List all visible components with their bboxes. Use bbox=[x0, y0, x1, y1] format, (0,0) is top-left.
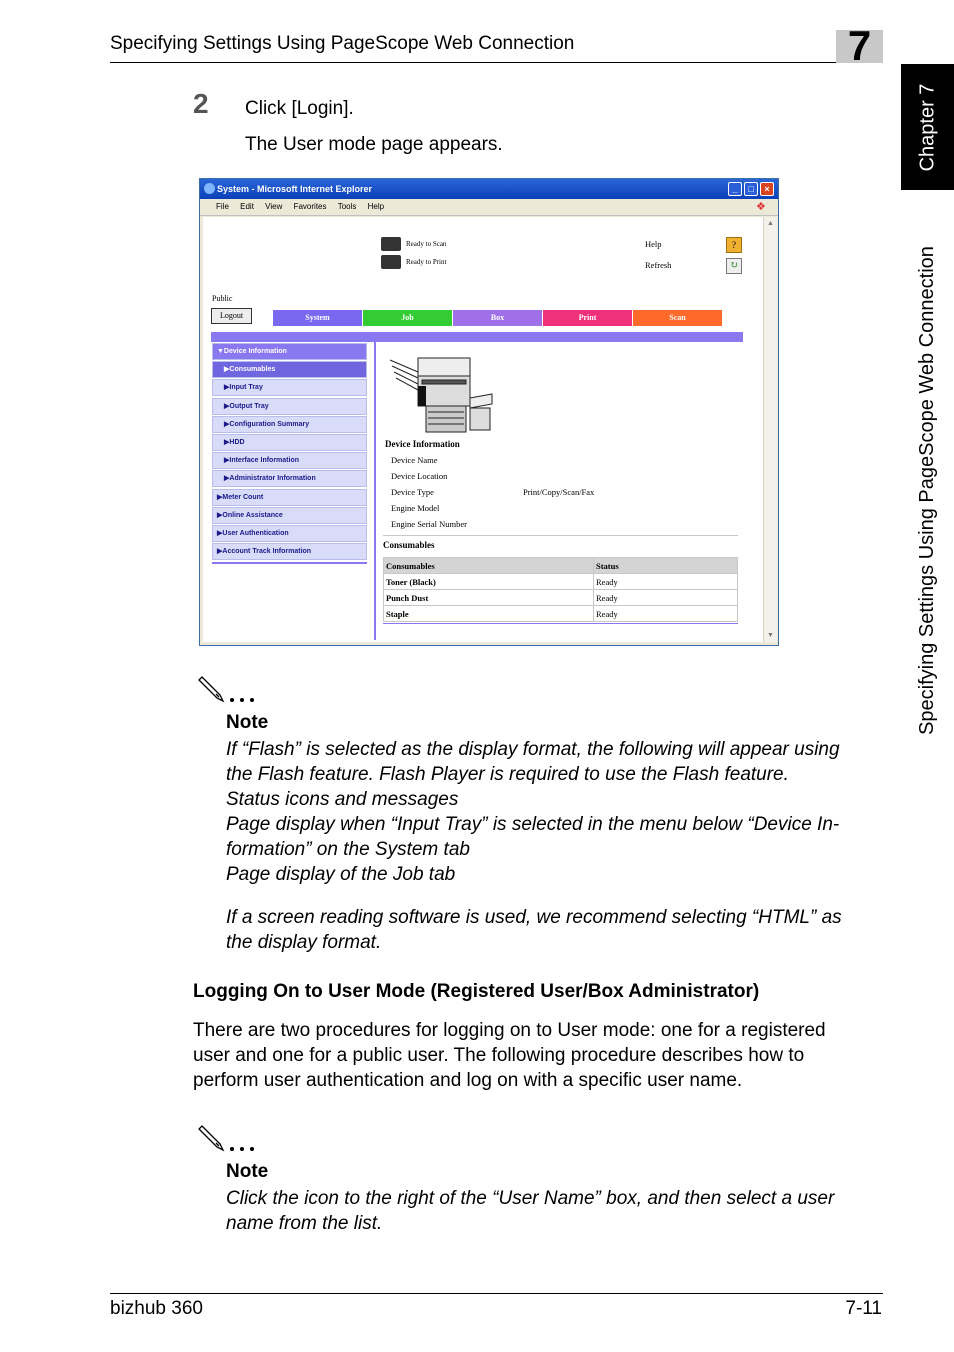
menu-hdd: ▶HDD bbox=[212, 434, 367, 451]
cell-status: Ready bbox=[594, 574, 738, 590]
menu-output-tray: ▶Output Tray bbox=[212, 398, 367, 415]
note-line: the Flash feature. Flash Player is required to use the Flash feature. bbox=[226, 764, 789, 785]
table-header-row bbox=[384, 558, 738, 574]
paragraph-line: user and one for a public user. The following procedure describes how to bbox=[193, 1045, 805, 1066]
browser-menubar bbox=[200, 199, 778, 216]
tab-box: Box bbox=[453, 310, 542, 326]
consumables-heading: Consumables bbox=[383, 540, 435, 550]
menu-user-authentication: ▶User Authentication bbox=[212, 525, 367, 542]
col-consumables: Consumables bbox=[384, 558, 594, 574]
note-body bbox=[226, 737, 886, 955]
note-line: Page display of the Job tab bbox=[226, 864, 456, 885]
table-row bbox=[384, 590, 738, 606]
col-status: Status bbox=[594, 558, 738, 574]
menu-tools: Tools bbox=[337, 202, 357, 211]
note-line: Page display when “Input Tray” is selected in the menu below “Device In- bbox=[226, 814, 840, 835]
browser-title: System - Microsoft Internet Explorer bbox=[217, 184, 373, 194]
chapter-side-tab bbox=[901, 64, 954, 190]
engine-model-label: Engine Model bbox=[391, 503, 440, 513]
close-icon: × bbox=[760, 182, 774, 196]
note-line: the display format. bbox=[226, 932, 382, 953]
tab-underline bbox=[211, 332, 743, 342]
scroll-down-icon: ▼ bbox=[767, 632, 774, 639]
windows-logo-icon: ❖ bbox=[756, 201, 766, 213]
browser-title-bar bbox=[200, 179, 778, 199]
cell-status: Ready bbox=[594, 590, 738, 606]
section-side-title bbox=[901, 200, 954, 780]
note-title: Note bbox=[226, 712, 269, 733]
section-paragraph bbox=[193, 1018, 883, 1093]
device-location-label: Device Location bbox=[391, 471, 448, 481]
scanner-icon bbox=[381, 237, 401, 251]
chapter-number: 7 bbox=[847, 22, 872, 69]
side-menu bbox=[212, 343, 367, 561]
refresh-icon: ↻ bbox=[726, 258, 742, 274]
menu-consumables: ▶Consumables bbox=[212, 361, 367, 378]
step-instruction: Click [Login]. bbox=[245, 98, 354, 119]
note-body bbox=[226, 1186, 886, 1236]
tab-scan: Scan bbox=[633, 310, 722, 326]
section-side-label: Specifying Settings Using PageScope Web Connection bbox=[916, 245, 939, 735]
help-icon: ? bbox=[726, 237, 742, 253]
menu-interface-information: ▶Interface Information bbox=[212, 452, 367, 469]
cell-item: Punch Dust bbox=[384, 590, 594, 606]
printer-icon bbox=[381, 255, 401, 269]
tab-job: Job bbox=[363, 310, 452, 326]
bottom-rule bbox=[383, 623, 738, 624]
status-scan: Ready to Scan bbox=[406, 240, 447, 248]
menu-view: View bbox=[265, 202, 283, 211]
paragraph-line: There are two procedures for logging on to User mode: one for a registered bbox=[193, 1020, 826, 1041]
menu-account-track-information: ▶Account Track Information bbox=[212, 543, 367, 560]
note-pencil-icon bbox=[196, 674, 260, 704]
ie-icon bbox=[204, 183, 215, 194]
status-print: Ready to Print bbox=[406, 258, 447, 266]
footer-page-number: 7-11 bbox=[845, 1298, 882, 1319]
menu-help: Help bbox=[367, 202, 385, 211]
device-info-heading: Device Information bbox=[385, 439, 460, 449]
engine-serial-label: Engine Serial Number bbox=[391, 519, 468, 529]
tab-system: System bbox=[273, 310, 362, 326]
footer-product: bizhub 360 bbox=[110, 1298, 203, 1319]
footer-rule bbox=[110, 1293, 883, 1294]
note-line: name from the list. bbox=[226, 1213, 383, 1234]
vertical-scrollbar bbox=[763, 217, 777, 642]
note-line: formation” on the System tab bbox=[226, 839, 470, 860]
browser-window-screenshot bbox=[199, 178, 779, 646]
browser-content bbox=[203, 217, 763, 642]
device-type-label: Device Type bbox=[391, 487, 434, 497]
cell-item: Staple bbox=[384, 606, 594, 622]
section-heading: Logging On to User Mode (Registered User/Box Administrator) bbox=[193, 981, 760, 1002]
note-line: If a screen reading software is used, we recommend selecting “HTML” as bbox=[226, 907, 842, 928]
table-row bbox=[384, 606, 738, 622]
cell-item: Toner (Black) bbox=[384, 574, 594, 590]
logout-button: Logout bbox=[211, 308, 252, 324]
content-divider bbox=[374, 340, 376, 640]
menu-input-tray: ▶Input Tray bbox=[212, 379, 367, 396]
menu-meter-count: ▶Meter Count bbox=[212, 489, 367, 506]
minimize-icon: _ bbox=[728, 182, 742, 196]
device-name-label: Device Name bbox=[391, 455, 438, 465]
refresh-link: Refresh bbox=[645, 260, 672, 270]
table-row bbox=[384, 574, 738, 590]
help-link: Help bbox=[645, 239, 662, 249]
consumables-table bbox=[383, 557, 738, 622]
chapter-side-label: Chapter 7 bbox=[916, 83, 938, 171]
menu-online-assistance: ▶Online Assistance bbox=[212, 507, 367, 524]
note-line: If “Flash” is selected as the display format, the following will appear using bbox=[226, 739, 840, 760]
maximize-icon: □ bbox=[744, 182, 758, 196]
note-line: Status icons and messages bbox=[226, 789, 459, 810]
note-pencil-icon bbox=[196, 1123, 260, 1153]
menu-device-information: ▼Device Information bbox=[212, 343, 367, 360]
note-line: Click the icon to the right of the “User Name” box, and then select a user bbox=[226, 1188, 835, 1209]
note-title: Note bbox=[226, 1161, 269, 1182]
cell-status: Ready bbox=[594, 606, 738, 622]
step-result: The User mode page appears. bbox=[245, 134, 503, 155]
step-number: 2 bbox=[193, 88, 209, 119]
menu-edit: Edit bbox=[240, 202, 254, 211]
scroll-up-icon: ▲ bbox=[767, 220, 774, 227]
menu-favorites: Favorites bbox=[293, 202, 327, 211]
running-header-title: Specifying Settings Using PageScope Web Connection bbox=[110, 33, 575, 54]
paragraph-line: perform user authentication and log on with a specific user name. bbox=[193, 1070, 743, 1091]
tab-print: Print bbox=[543, 310, 632, 326]
mfp-illustration bbox=[388, 352, 498, 434]
menu-base-line bbox=[212, 562, 367, 564]
menu-file: File bbox=[216, 202, 229, 211]
section-rule bbox=[383, 535, 738, 536]
header-rule bbox=[110, 62, 883, 63]
menu-administrator-information: ▶Administrator Information bbox=[212, 470, 367, 487]
user-mode-label: Public bbox=[212, 294, 233, 303]
menu-configuration-summary: ▶Configuration Summary bbox=[212, 416, 367, 433]
device-type-value: Print/Copy/Scan/Fax bbox=[523, 487, 595, 497]
